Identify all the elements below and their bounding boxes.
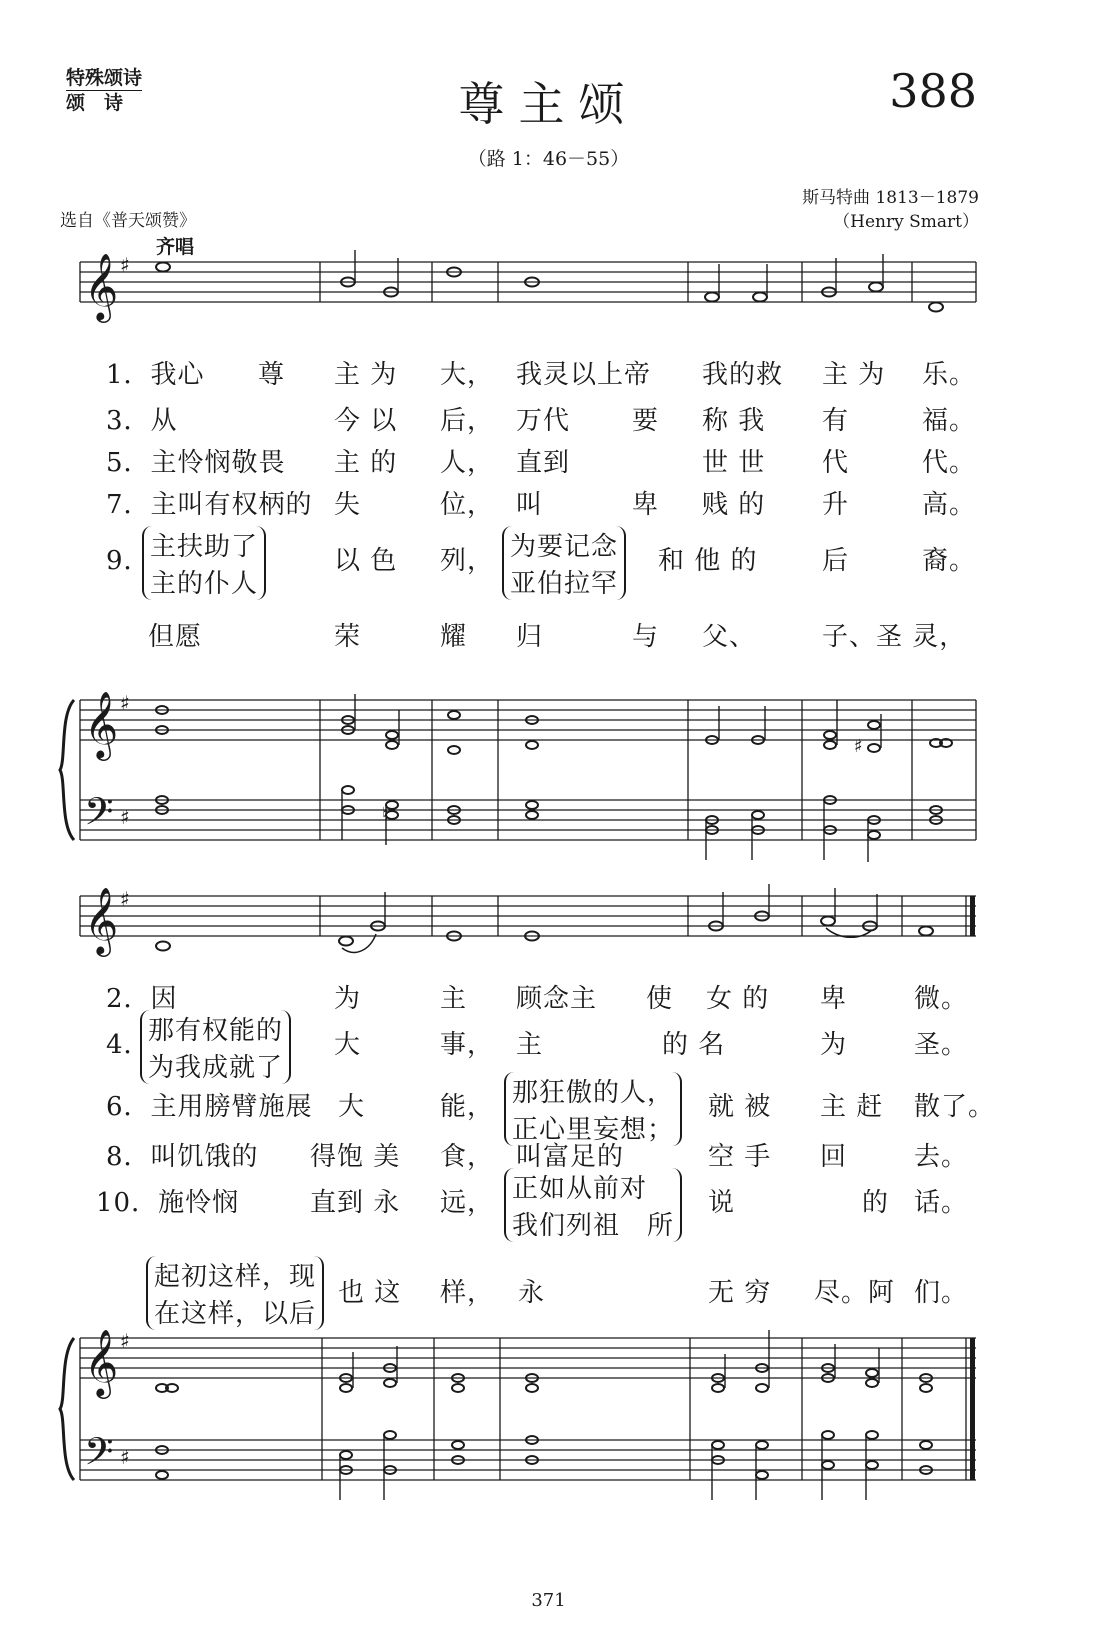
- note-stems: [340, 250, 886, 1500]
- lyric-syllable: 圣。: [914, 1030, 969, 1060]
- lyric-syllable: 回: [820, 1142, 848, 1172]
- treble-clef-icon: 𝄞: [84, 690, 119, 758]
- lyric-syllable: 列，: [440, 546, 495, 576]
- lyric-syllable: 得饱 美: [310, 1142, 401, 1172]
- lyric-syllable: 也 这: [338, 1278, 402, 1308]
- lyric-syllable: 样，: [440, 1278, 495, 1308]
- lyric-alt-line: 为要记念: [510, 532, 619, 562]
- tune-source: 选自《普天颂赞》: [60, 211, 196, 231]
- lyric-syllable: 后，: [440, 406, 495, 436]
- lyric-syllable: 归: [516, 622, 544, 652]
- lyric-syllable: 去。: [914, 1142, 969, 1172]
- lyric-syllable: 使: [646, 984, 674, 1014]
- verse-number: 9．: [106, 546, 151, 576]
- lyric-syllable: 主 赶: [820, 1092, 884, 1122]
- lyric-syllable: 能，: [440, 1092, 495, 1122]
- lyric-alt-line: 那有权能的: [148, 1016, 284, 1046]
- sharp-key-icon: ♯: [120, 805, 130, 829]
- treble-clef-icon: 𝄞: [84, 1328, 119, 1396]
- lyric-syllable: 6．主用膀臂施展: [106, 1092, 313, 1122]
- lyric-syllable: 空 手: [708, 1142, 772, 1172]
- lyric-syllable: 裔。: [922, 546, 977, 576]
- lyric-syllable: 和 他 的: [658, 546, 758, 576]
- brace-group: [140, 1010, 291, 1084]
- sharp-key-icon: ♯: [120, 1329, 130, 1353]
- lyric-syllable: 但愿: [148, 622, 203, 652]
- bass-clef-icon: 𝄢: [84, 1429, 114, 1483]
- lyric-syllable: 主 为: [334, 360, 398, 390]
- lyric-alt-line: 我们列祖 所: [512, 1211, 675, 1241]
- lyric-alt-line: 正心里妄想；: [512, 1115, 675, 1145]
- category-general: 颂 诗: [66, 92, 124, 114]
- lyric-syllable: 的 名: [662, 1030, 726, 1060]
- slurs: [342, 928, 872, 952]
- sharp-key-icon: ♯: [120, 887, 130, 911]
- lyric-syllable: 8．叫饥饿的: [106, 1142, 259, 1172]
- verse-number: 4．: [106, 1030, 151, 1060]
- lyric-syllable: 卑: [820, 984, 848, 1014]
- composer-chinese: 斯马特曲 1813－1879: [802, 188, 979, 208]
- lyric-syllable: 3．从: [106, 406, 178, 436]
- lyric-alt-line: 主的仆人: [150, 569, 259, 599]
- lyric-syllable: 我灵以上帝: [516, 360, 652, 390]
- lyric-alt-line: 那狂傲的人，: [512, 1078, 675, 1108]
- brace-group: [504, 1168, 682, 1242]
- lyric-syllable: 今 以: [334, 406, 398, 436]
- lyric-alt-line: 主扶助了: [150, 532, 259, 562]
- bass-clef-icon: 𝄢: [84, 789, 114, 843]
- lyric-syllable: 高。: [922, 490, 977, 520]
- lyric-syllable: 主: [516, 1030, 544, 1060]
- lyric-syllable: 主 的: [334, 448, 398, 478]
- lyric-syllable: 微。: [914, 984, 969, 1014]
- sharp-key-icon: ♯: [120, 253, 130, 277]
- lyric-syllable: 以 色: [334, 546, 398, 576]
- hymn-number: 388: [889, 64, 977, 118]
- lyric-syllable: 主 为: [822, 360, 886, 390]
- lyric-syllable: 为: [334, 984, 362, 1014]
- lyric-syllable: 散了。: [914, 1092, 996, 1122]
- scripture-reference: （路 1：46－55）: [467, 148, 630, 170]
- accomp-treble-staff-2: [80, 1338, 976, 1378]
- lyric-syllable: 1．我心: [106, 360, 205, 390]
- page-number: 371: [531, 1590, 566, 1611]
- lyric-alt-line: 为我成就了: [148, 1053, 284, 1083]
- brace-group: [504, 1072, 682, 1146]
- brace-group: [502, 526, 626, 600]
- lyric-alt-line: 在这样，以后: [154, 1299, 317, 1329]
- lyric-syllable: 父、: [702, 622, 757, 652]
- lyric-syllable: 女 的: [706, 984, 770, 1014]
- lyric-syllable: 尊: [258, 360, 286, 390]
- lyric-syllable: 叫: [516, 490, 544, 520]
- composer-english: （Henry Smart）: [833, 212, 979, 232]
- sharp-key-icon: ♯: [120, 1445, 130, 1469]
- lyric-syllable: 事，: [440, 1030, 495, 1060]
- lyric-syllable: 子、圣 灵，: [822, 622, 967, 652]
- lyric-syllable: 后: [822, 546, 850, 576]
- lyric-syllable: 与: [632, 622, 660, 652]
- lyric-syllable: 说: [708, 1188, 736, 1218]
- lyric-syllable: 2．因: [106, 984, 178, 1014]
- lyric-syllable: 人，: [440, 448, 495, 478]
- lyric-syllable: 卑: [632, 490, 660, 520]
- lyric-syllable: 无 穷: [708, 1278, 772, 1308]
- lyric-syllable: 5．主怜悯敬畏: [106, 448, 286, 478]
- lyric-syllable: 食，: [440, 1142, 495, 1172]
- lyric-syllable: 有: [822, 406, 850, 436]
- lyric-syllable: 失: [334, 490, 362, 520]
- hymn-title: 尊主颂: [458, 77, 639, 131]
- lyric-syllable: 7．主叫有权柄的: [106, 490, 313, 520]
- lyric-syllable: 顾念主: [516, 984, 598, 1014]
- lyric-syllable: 贱 的: [702, 490, 766, 520]
- lyric-syllable: 永: [518, 1278, 546, 1308]
- lyric-syllable: 代: [822, 448, 850, 478]
- lyric-syllable: 们。: [914, 1278, 969, 1308]
- lyric-syllable: 耀: [440, 622, 468, 652]
- lyric-syllable: 我的救: [702, 360, 784, 390]
- lyric-syllable: 要: [632, 406, 660, 436]
- lyric-syllable: 世 世: [702, 448, 766, 478]
- performance-direction: 齐唱: [156, 236, 195, 258]
- piano-braces: [60, 700, 74, 1480]
- accomp-bass-staff-1: [80, 800, 976, 840]
- lyric-syllable: 直到 永: [310, 1188, 401, 1218]
- accomp-bass-staff-2: [80, 1440, 976, 1480]
- lyric-syllable: 10．施怜悯: [96, 1188, 240, 1218]
- final-barlines: [970, 896, 975, 1480]
- melody-staff-2: [80, 896, 976, 936]
- lyric-syllable: 位，: [440, 490, 495, 520]
- lyric-syllable: 的: [862, 1188, 890, 1218]
- lyric-syllable: 升: [822, 490, 850, 520]
- lyric-alt-line: 正如从前对: [512, 1174, 648, 1204]
- lyric-syllable: 大，: [440, 360, 495, 390]
- sharp-accidental-icon: ♯: [854, 736, 863, 757]
- lyric-syllable: 叫富足的: [516, 1142, 625, 1172]
- accomp-treble-staff-1: [80, 700, 976, 740]
- treble-clef-icon: 𝄞: [84, 252, 119, 320]
- sharp-key-icon: ♯: [120, 691, 130, 715]
- lyric-syllable: 主: [440, 984, 468, 1014]
- melody-staff-1: [80, 262, 976, 302]
- treble-clef-icon: 𝄞: [84, 886, 119, 954]
- lyric-syllable: 荣: [334, 622, 362, 652]
- brace-group: [142, 526, 266, 600]
- lyric-syllable: 尽。阿: [814, 1278, 896, 1308]
- lyric-syllable: 福。: [922, 406, 977, 436]
- brace-group: [146, 1256, 324, 1330]
- category-special: 特殊颂诗: [66, 67, 143, 89]
- lyric-alt-line: 起初这样，现: [154, 1262, 317, 1292]
- lyric-syllable: 乐。: [922, 360, 977, 390]
- lyric-syllable: 话。: [914, 1188, 969, 1218]
- lyric-syllable: 代。: [922, 448, 977, 478]
- lyric-syllable: 为: [820, 1030, 848, 1060]
- lyric-syllable: 远，: [440, 1188, 495, 1218]
- lyric-syllable: 直到: [516, 448, 571, 478]
- lyric-alt-line: 亚伯拉罕: [510, 569, 619, 599]
- lyric-syllable: 大: [338, 1092, 366, 1122]
- lyric-syllable: 就 被: [708, 1092, 772, 1122]
- natural-accidental-icon: ♮: [382, 804, 389, 825]
- lyric-syllable: 大: [334, 1030, 362, 1060]
- lyric-syllable: 万代: [516, 406, 571, 436]
- lyric-syllable: 称 我: [702, 406, 766, 436]
